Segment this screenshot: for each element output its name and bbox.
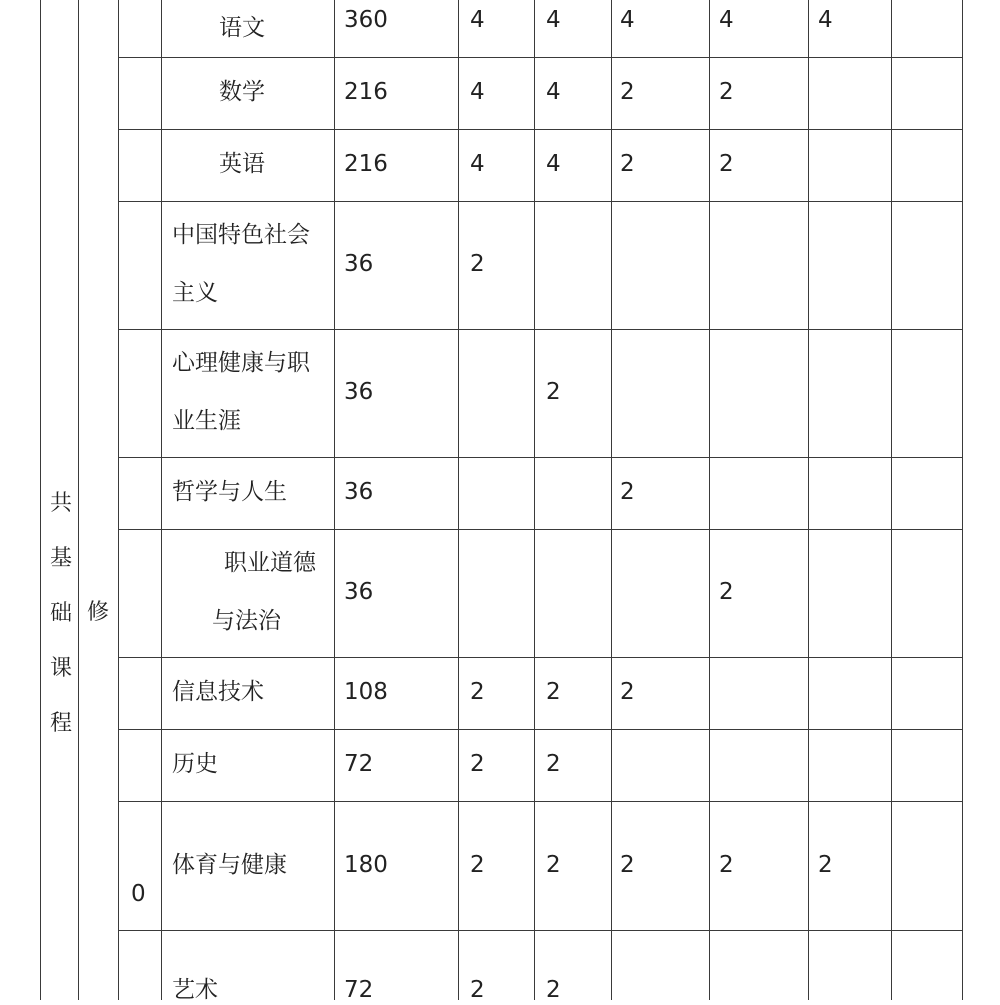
column-divider bbox=[334, 0, 335, 1000]
column-divider bbox=[534, 0, 535, 1000]
weekly-hours-cell: 4 bbox=[470, 79, 485, 105]
total-hours-cell: 72 bbox=[344, 751, 374, 777]
row-divider bbox=[118, 930, 962, 931]
weekly-hours-cell: 2 bbox=[470, 751, 485, 777]
weekly-hours-cell: 4 bbox=[470, 151, 485, 177]
row-divider bbox=[118, 529, 962, 530]
row-divider bbox=[118, 329, 962, 330]
column-divider bbox=[118, 0, 119, 1000]
course-name: 中国特色社会 bbox=[172, 222, 310, 248]
column-divider bbox=[709, 0, 710, 1000]
weekly-hours-cell: 2 bbox=[470, 977, 485, 1003]
course-name: 哲学与人生 bbox=[172, 479, 287, 505]
weekly-hours-cell: 2 bbox=[719, 851, 734, 878]
course-group-label: 共基础课程 bbox=[49, 491, 72, 736]
weekly-hours-cell: 2 bbox=[620, 851, 635, 878]
weekly-hours-cell: 4 bbox=[546, 151, 561, 177]
weekly-hours-cell: 2 bbox=[620, 151, 635, 177]
total-hours-cell: 216 bbox=[344, 151, 388, 177]
column-divider bbox=[78, 0, 79, 1000]
row-divider bbox=[118, 57, 962, 58]
weekly-hours-cell: 4 bbox=[546, 79, 561, 105]
total-hours-cell: 36 bbox=[344, 479, 374, 505]
total-hours-cell: 216 bbox=[344, 79, 388, 105]
row-divider bbox=[118, 801, 962, 802]
weekly-hours-cell: 2 bbox=[546, 977, 561, 1003]
total-hours-cell: 36 bbox=[344, 579, 374, 605]
weekly-hours-cell: 2 bbox=[620, 679, 635, 705]
course-name: 体育与健康 bbox=[172, 851, 287, 878]
weekly-hours-cell: 2 bbox=[546, 751, 561, 777]
weekly-hours-cell: 4 bbox=[470, 7, 485, 33]
course-name: 业生涯 bbox=[172, 408, 241, 434]
weekly-hours-cell: 4 bbox=[818, 7, 833, 33]
weekly-hours-cell: 2 bbox=[546, 679, 561, 705]
weekly-hours-cell: 2 bbox=[546, 851, 561, 878]
column-divider bbox=[962, 0, 963, 1000]
row-divider bbox=[118, 657, 962, 658]
column-divider bbox=[161, 0, 162, 1000]
row-divider bbox=[118, 201, 962, 202]
weekly-hours-cell: 4 bbox=[546, 7, 561, 33]
course-name: 数学 bbox=[219, 79, 265, 105]
row-divider bbox=[118, 729, 962, 730]
course-name: 语文 bbox=[219, 14, 265, 41]
course-name: 英语 bbox=[219, 151, 265, 177]
total-hours-cell: 360 bbox=[344, 7, 388, 33]
column-divider bbox=[611, 0, 612, 1000]
total-hours-cell: 72 bbox=[344, 977, 374, 1003]
row-marker: 0 bbox=[131, 880, 146, 907]
weekly-hours-cell: 4 bbox=[719, 7, 734, 33]
total-hours-cell: 36 bbox=[344, 379, 374, 405]
row-divider bbox=[118, 129, 962, 130]
weekly-hours-cell: 4 bbox=[620, 7, 635, 33]
weekly-hours-cell: 2 bbox=[470, 679, 485, 705]
course-name: 职业道德 bbox=[224, 550, 316, 576]
total-hours-cell: 36 bbox=[344, 251, 374, 277]
row-divider bbox=[118, 457, 962, 458]
column-divider bbox=[458, 0, 459, 1000]
total-hours-cell: 180 bbox=[344, 851, 388, 878]
course-name: 与法治 bbox=[212, 608, 281, 634]
course-name: 艺术 bbox=[172, 977, 218, 1003]
weekly-hours-cell: 2 bbox=[620, 79, 635, 105]
weekly-hours-cell: 2 bbox=[470, 851, 485, 878]
weekly-hours-cell: 2 bbox=[719, 79, 734, 105]
weekly-hours-cell: 2 bbox=[546, 379, 561, 405]
course-type-label: 修 bbox=[86, 600, 109, 625]
course-name: 主义 bbox=[172, 280, 218, 306]
course-name: 信息技术 bbox=[172, 679, 264, 705]
weekly-hours-cell: 2 bbox=[470, 251, 485, 277]
weekly-hours-cell: 2 bbox=[719, 579, 734, 605]
column-divider bbox=[808, 0, 809, 1000]
total-hours-cell: 108 bbox=[344, 679, 388, 705]
weekly-hours-cell: 2 bbox=[818, 851, 833, 878]
course-name: 心理健康与职 bbox=[172, 350, 310, 376]
weekly-hours-cell: 2 bbox=[719, 151, 734, 177]
weekly-hours-cell: 2 bbox=[620, 479, 635, 505]
course-name: 历史 bbox=[172, 751, 218, 777]
column-divider bbox=[40, 0, 41, 1000]
column-divider bbox=[891, 0, 892, 1000]
